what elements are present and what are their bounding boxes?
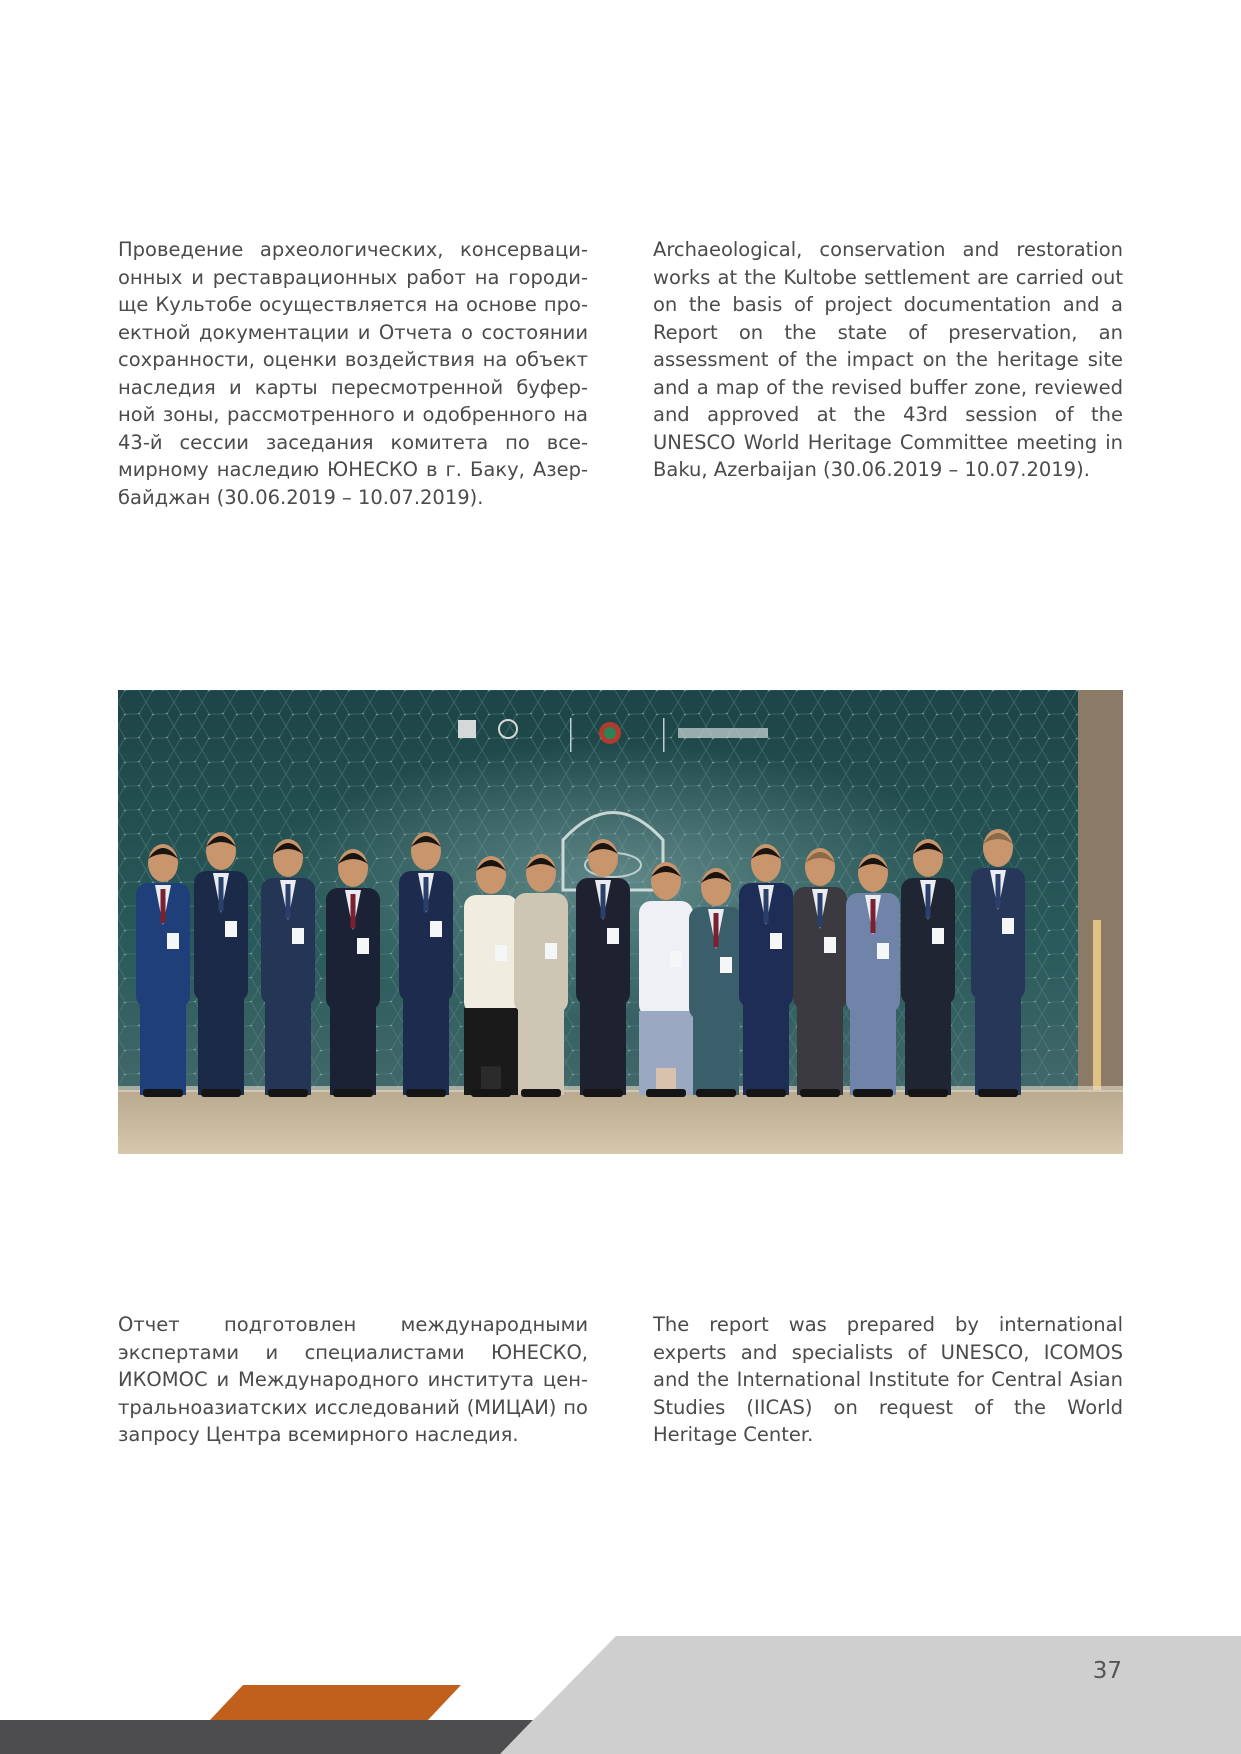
footer-accent-stripe [210,1685,461,1720]
paragraph-ru-report-authors: Отчет подготовлен международными экспертами и специалистами ЮНЕСКО, ИКОМОС и Международного института центральноазиатских исследований (МИЦАИ) по запросу Центра всемирного наследия. [118,1313,588,1446]
paragraph-en-report-authors: The report was prepared by international experts and specialists of UNESCO, ICOMOS and the International Institute for Central Asian Studies (IICAS) on request of the World Heritage Center. [653,1313,1123,1446]
footer-dark-band [0,1720,533,1754]
paragraph-ru-conservation-works: Проведение археологических, консервационных и реставрационных работ на городище Культобе осуществляется на основе проектной документации и Отчета о состоянии сохранности, оценки воздействия на объект наследия и карты пересмотренной буферной зоны, рассмотренного и одобренного на 43-й сессии заседания комитета по всемирному наследию ЮНЕСКО в г. Баку, Азербайджан (30.06.2019 – 10.07.2019). [118,238,588,509]
page-number: 37 [1092,1658,1122,1684]
footer-light-band [500,1636,1241,1754]
paragraph-en-conservation-works: Archaeological, conservation and restoration works at the Kultobe settlement are carried out on the basis of project documentation and a Report on the state of preservation, an assessment of the impact on the heritage site and a map of the revised buffer zone, reviewed and approved at the 43rd session of the UNESCO World Heritage Committee meeting in Baku, Azerbaijan (30.06.2019 – 10.07.2019). [653,238,1123,481]
